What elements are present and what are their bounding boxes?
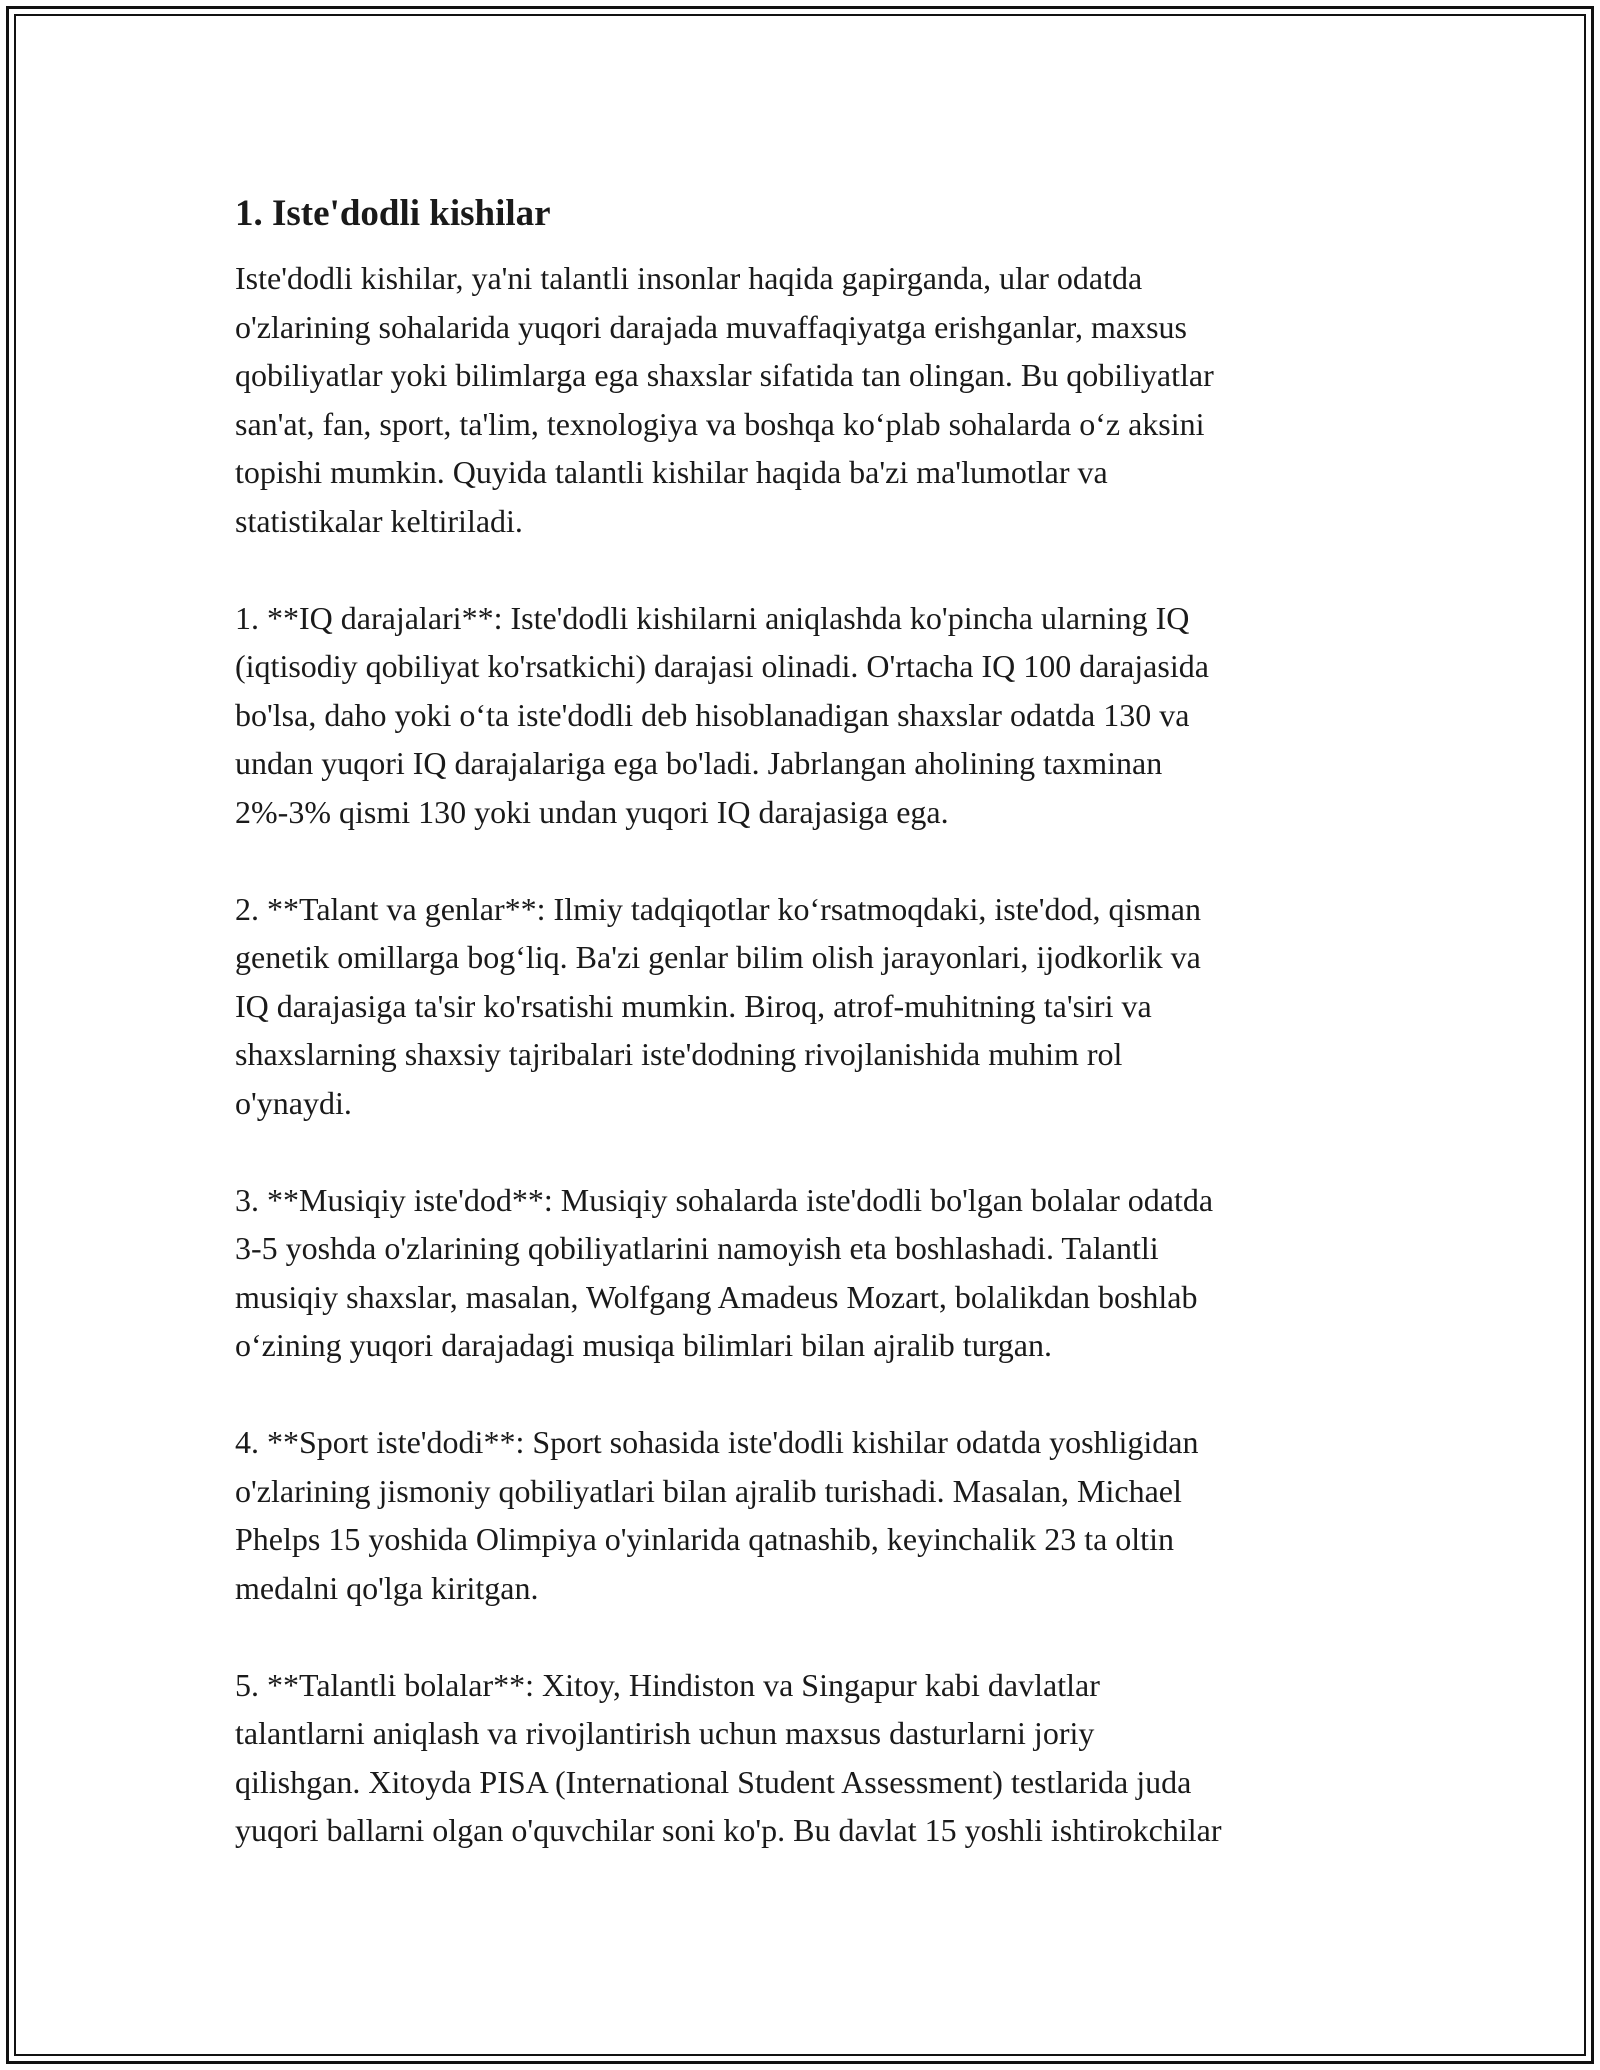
document-body bbox=[235, 188, 1375, 1903]
paragraph-iq-levels: 1. **IQ darajalari**: Iste'dodli kishilarni aniqlashda ko'pincha ularning IQ (iqtisodiy qobiliyat ko'rsatkichi) darajasi olinadi. O'rtacha IQ 100 darajasida bo'lsa, daho yoki o‘ta iste'dodli deb hisoblanadigan shaxslar odatda 130 va undan yuqori IQ darajalariga ega bo'ladi. Jabrlangan aholining taxminan 2%-3% qismi 130 yoki undan yuqori IQ darajasiga ega. bbox=[235, 599, 1209, 830]
paragraph-talented-children: 5. **Talantli bolalar**: Xitoy, Hindiston va Singapur kabi davlatlar talantlarni aniqlash va rivojlantirish uchun maxsus dasturlarni joriy qilishgan. Xitoyda PISA (International Student Assessment) testlarida juda yuqori ballarni olgan o'quvchilar soni ko'p. Bu davlat 15 yoshli ishtirokchilar bbox=[235, 1666, 1222, 1848]
paragraph-talent-genes: 2. **Talant va genlar**: Ilmiy tadqiqotlar ko‘rsatmoqdaki, iste'dod, qisman genetik omillarga bog‘liq. Ba'zi genlar bilim olish jarayonlari, ijodkorlik va IQ darajasiga ta'sir ko'rsatishi mumkin. Biroq, atrof-muhitning ta'siri va shaxslarning shaxsiy tajribalari iste'dodning rivojlanishida muhim rol o'ynaydi. bbox=[235, 890, 1201, 1121]
paragraph-musical-talent: 3. **Musiqiy iste'dod**: Musiqiy sohalarda iste'dodli bo'lgan bolalar odatda 3-5 yoshda o'zlarining qobiliyatlarini namoyish eta boshlashadi. Talantli musiqiy shaxslar, masalan, Wolfgang Amadeus Mozart, bolalikdan boshlab o‘zining yuqori darajadagi musiqa bilimlari bilan ajralib turgan. bbox=[235, 1181, 1214, 1363]
paragraph-sport-talent: 4. **Sport iste'dodi**: Sport sohasida iste'dodli kishilar odatda yoshligidan o'zlarining jismoniy qobiliyatlari bilan ajralib turishadi. Masalan, Michael Phelps 15 yoshida Olimpiya o'yinlarida qatnashib, keyinchalik 23 ta oltin medalni qo'lga kiritgan. bbox=[235, 1424, 1199, 1606]
section-heading: 1. Iste'dodli kishilar bbox=[235, 193, 551, 234]
intro-paragraph: Iste'dodli kishilar, ya'ni talantli insonlar haqida gapirganda, ular odatda o'zlarining sohalarida yuqori darajada muvaffaqiyatga erishganlar, maxsus qobiliyatlar yoki bilimlarga ega shaxslar sifatida tan olingan. Bu qobiliyatlar san'at, fan, sport, ta'lim, texnologiya va boshqa ko‘plab sohalarda o‘z aksini topishi mumkin. Quyida talantli kishilar haqida ba'zi ma'lumotlar va statistikalar keltiriladi. bbox=[235, 260, 1214, 539]
